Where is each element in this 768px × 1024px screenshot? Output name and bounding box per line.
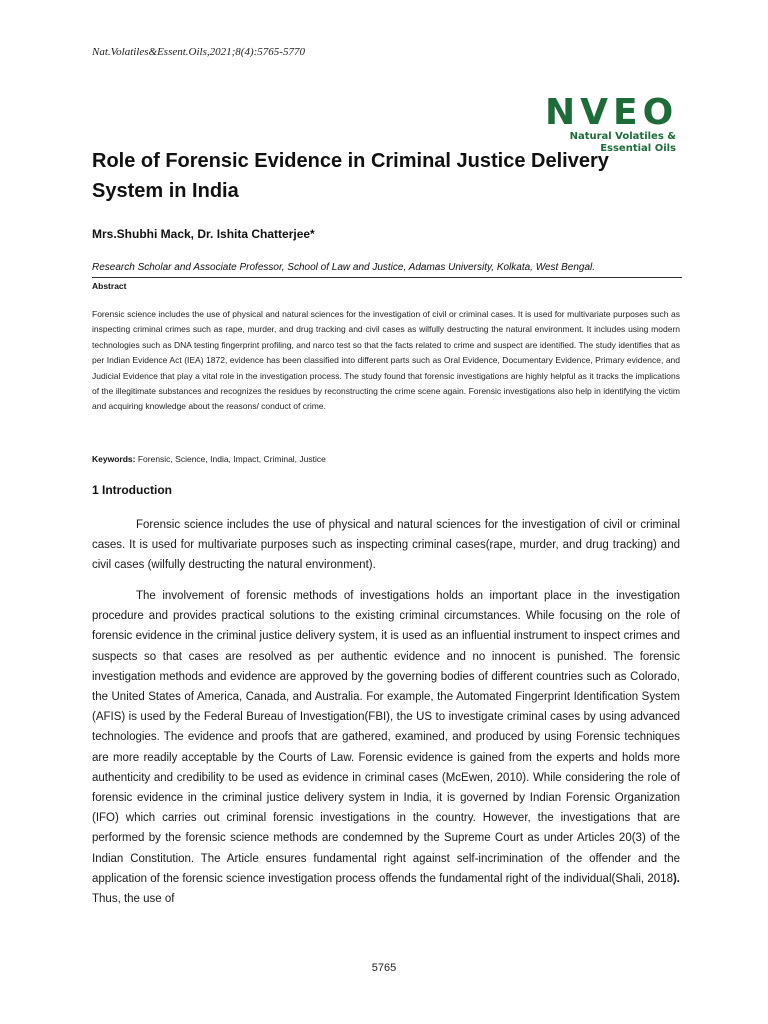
abstract-heading: Abstract	[92, 281, 127, 291]
author-affiliation: Research Scholar and Associate Professor, School of Law and Justice, Adamas University, Kolkata, West Bengal.	[92, 262, 682, 278]
logo-subtitle-line1: Natural Volatiles &	[569, 131, 676, 142]
intro-paragraph-2-text: The involvement of forensic methods of investigations holds an important place in the investigation procedure and provides practical solutions to the existing criminal circumstances. While focusing on the role of forensic evidence in the criminal justice delivery system, it is used as an influential instrument to inspect crimes and suspects so that cases are resolved as per authentic evidence and no innocent is punished. The forensic investigation methods and evidence are approved by the governing bodies of different countries such as Colorado, the United States of America, Canada, and Australia. For example, the Automated Fingerprint Identification System (AFIS) is used by the Federal Bureau of Investigation(FBI), the US to investigate criminal cases by using advanced technologies. The evidence and proofs that are gathered, examined, and produced by using Forensic techniques are more readily acceptable by the Courts of Law. Forensic evidence is gained from the experts and holds more authenticity and credibility to be used as evidence in criminal cases (McEwen, 2010). While considering the role of forensic evidence in the criminal justice delivery system in India, it is governed by Indian Forensic Organization (IFO) which carries out criminal forensic investigations in the country. However, the investigations that are performed by the forensic science methods are condemned by the Supreme Court as under Articles 20(3) of the Indian Constitution. The Article ensures fundamental right against self-incrimination of the offender and the application of the forensic science investigation process offends the fundamental right of the individual(Shali, 2018	[92, 590, 680, 885]
intro-paragraph-2-bold: ).	[672, 872, 680, 885]
journal-reference: Nat.Volatiles&Essent.Oils,2021;8(4):5765-5770	[92, 46, 305, 58]
logo-subtitle-line2: Essential Oils	[600, 143, 676, 154]
page-number: 5765	[371, 962, 397, 974]
abstract-text: Forensic science includes the use of physical and natural sciences for the investigation of civil or criminal cases. It is used for multivariate purposes such as inspecting criminal crimes such as rape, murder, and drug tracking and civil cases as wilfully destructing the natural environment. It includes using modern technologies such as DNA testing fingerprint profiling, and narco test so that the facts related to crime and suspect are identified. The study identifies that as per Indian Evidence Act (IEA) 1872, evidence has been classified into different parts such as Oral Evidence, Documentary Evidence, Primary evidence, and Judicial Evidence that play a vital role in the investigation process. The study found that forensic investigations are highly helpful as it tracks the implications of the illegitimate substances and recognizes the residues by reconstructing the crime scene again. Forensic investigations also help in identifying the victim and acquiring knowledge about the reasons/ conduct of crime.	[92, 309, 680, 412]
logo-mark: NVEO	[545, 92, 679, 133]
keywords-line	[92, 454, 680, 464]
intro-paragraph-1: Forensic science includes the use of physical and natural sciences for the investigation of civil or criminal cases. It is used for multivariate purposes such as inspecting criminal cases(rape, murder, and drug tracking) and civil cases (wilfully destructing the natural environment).	[92, 519, 680, 572]
section-heading-introduction: 1 Introduction	[92, 483, 172, 497]
paper-title: Role of Forensic Evidence in Criminal Justice Delivery System in India	[92, 150, 609, 202]
intro-paragraph-2	[92, 586, 680, 909]
intro-paragraph-2-tail: Thus, the use of	[92, 893, 175, 906]
keywords-list: Forensic, Science, India, Impact, Criminal, Justice	[137, 454, 326, 464]
paper-authors: Mrs.Shubhi Mack, Dr. Ishita Chatterjee*	[92, 227, 315, 241]
keywords-label: Keywords:	[92, 454, 136, 464]
